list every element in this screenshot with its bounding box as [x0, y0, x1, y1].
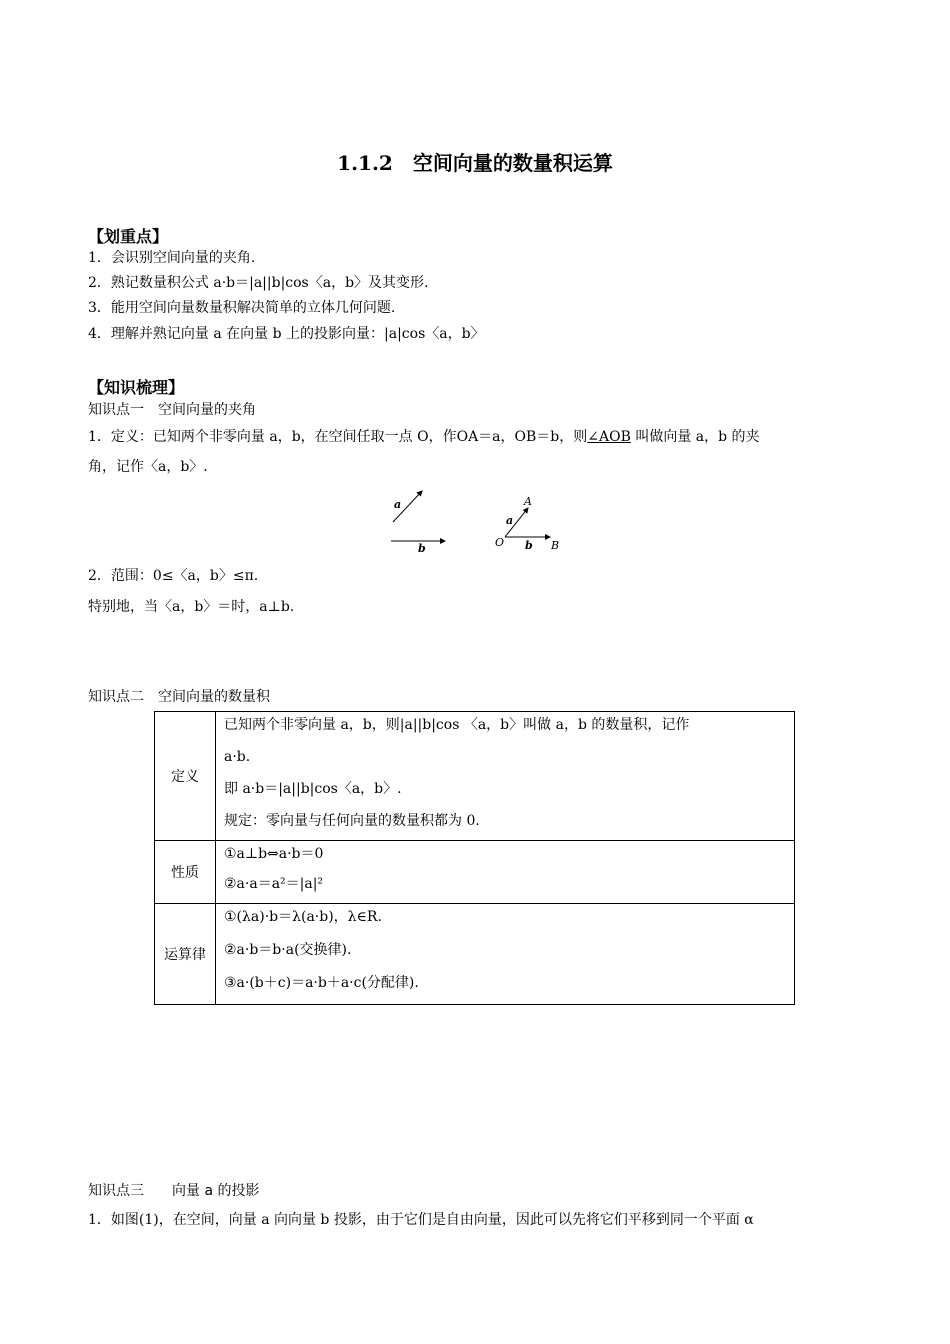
kp3-line1: 1．如图(1)，在空间，向量 a 向向量 b 投影，由于它们是自由向量，因此可以先将它们平移到同一个平面 α	[88, 1212, 754, 1228]
table-header-cell: 性质	[155, 841, 216, 904]
table-line: ②a·b＝b·a(交换律).	[224, 942, 352, 958]
kp1-range: 2．范围：0≤〈a，b〉≤π.	[88, 568, 259, 584]
table-line: 已知两个非零向量 a，b，则|a||b|cos 〈a，b〉叫做 a，b 的数量积，记作	[224, 717, 690, 733]
table-row	[155, 712, 795, 841]
key-point-item: 1．会识别空间向量的夹角.	[88, 250, 256, 266]
table-header-cell: 运算律	[155, 904, 216, 1005]
kp1-heading: 知识点一 空间向量的夹角	[88, 402, 256, 418]
table-content-cell	[216, 904, 795, 1005]
key-points-heading: 【划重点】	[88, 227, 169, 246]
key-point-item: 4．理解并熟记向量 a 在向量 b 上的投影向量：|a|cos〈a，b〉	[88, 326, 485, 342]
table-line: ①a⊥b⇔a·b＝0	[224, 846, 324, 862]
review-heading: 【知识梳理】	[88, 378, 185, 397]
table-line: a·b.	[224, 749, 251, 765]
table-header-cell: 定义	[155, 712, 216, 841]
kp3-heading: 知识点三 向量 a 的投影	[88, 1183, 260, 1199]
angle-figure	[385, 488, 575, 558]
figure-label: a	[506, 514, 514, 527]
key-point-item: 3．能用空间向量数量积解决简单的立体几何问题.	[88, 300, 396, 316]
table-content-cell	[216, 841, 795, 904]
table-line: ③a·(b＋c)＝a·b＋a·c(分配律).	[224, 975, 419, 991]
figure-label: b	[525, 539, 533, 552]
table-content-cell	[216, 712, 795, 841]
table-line: 规定：零向量与任何向量的数量积都为 0.	[224, 813, 480, 829]
figure-label: b	[418, 542, 426, 555]
dot-product-table	[154, 711, 795, 1005]
kp1-def-pre: 1．定义：已知两个非零向量 a，b，在空间任取一点 O，作OA＝a，OB＝b，则	[88, 429, 588, 445]
figure-label: A	[524, 495, 532, 508]
figure-label: B	[551, 539, 560, 552]
figure-label: a	[394, 498, 402, 511]
table-row	[155, 904, 795, 1005]
kp1-def-post: 叫做向量 a，b 的夹	[630, 429, 760, 445]
kp1-definition-line2: 角，记作〈a，b〉.	[88, 459, 208, 475]
table-line: ①(λa)·b＝λ(a·b)，λ∈R.	[224, 909, 382, 925]
kp1-definition-line1	[88, 427, 760, 447]
table-row	[155, 841, 795, 904]
table-line: 即 a·b＝|a||b|cos〈a，b〉.	[224, 781, 402, 797]
figure-label: O	[495, 536, 505, 549]
kp1-special: 特别地，当〈a，b〉＝时，a⊥b.	[88, 599, 295, 615]
key-point-item: 2．熟记数量积公式 a·b＝|a||b|cos〈a，b〉及其变形.	[88, 275, 429, 291]
table-line: ②a·a＝a²＝|a|²	[224, 876, 324, 892]
page-title: 1.1.2 空间向量的数量积运算	[337, 151, 613, 175]
kp2-heading: 知识点二 空间向量的数量积	[88, 689, 270, 705]
kp1-def-angle: ∠AOB	[587, 429, 631, 445]
